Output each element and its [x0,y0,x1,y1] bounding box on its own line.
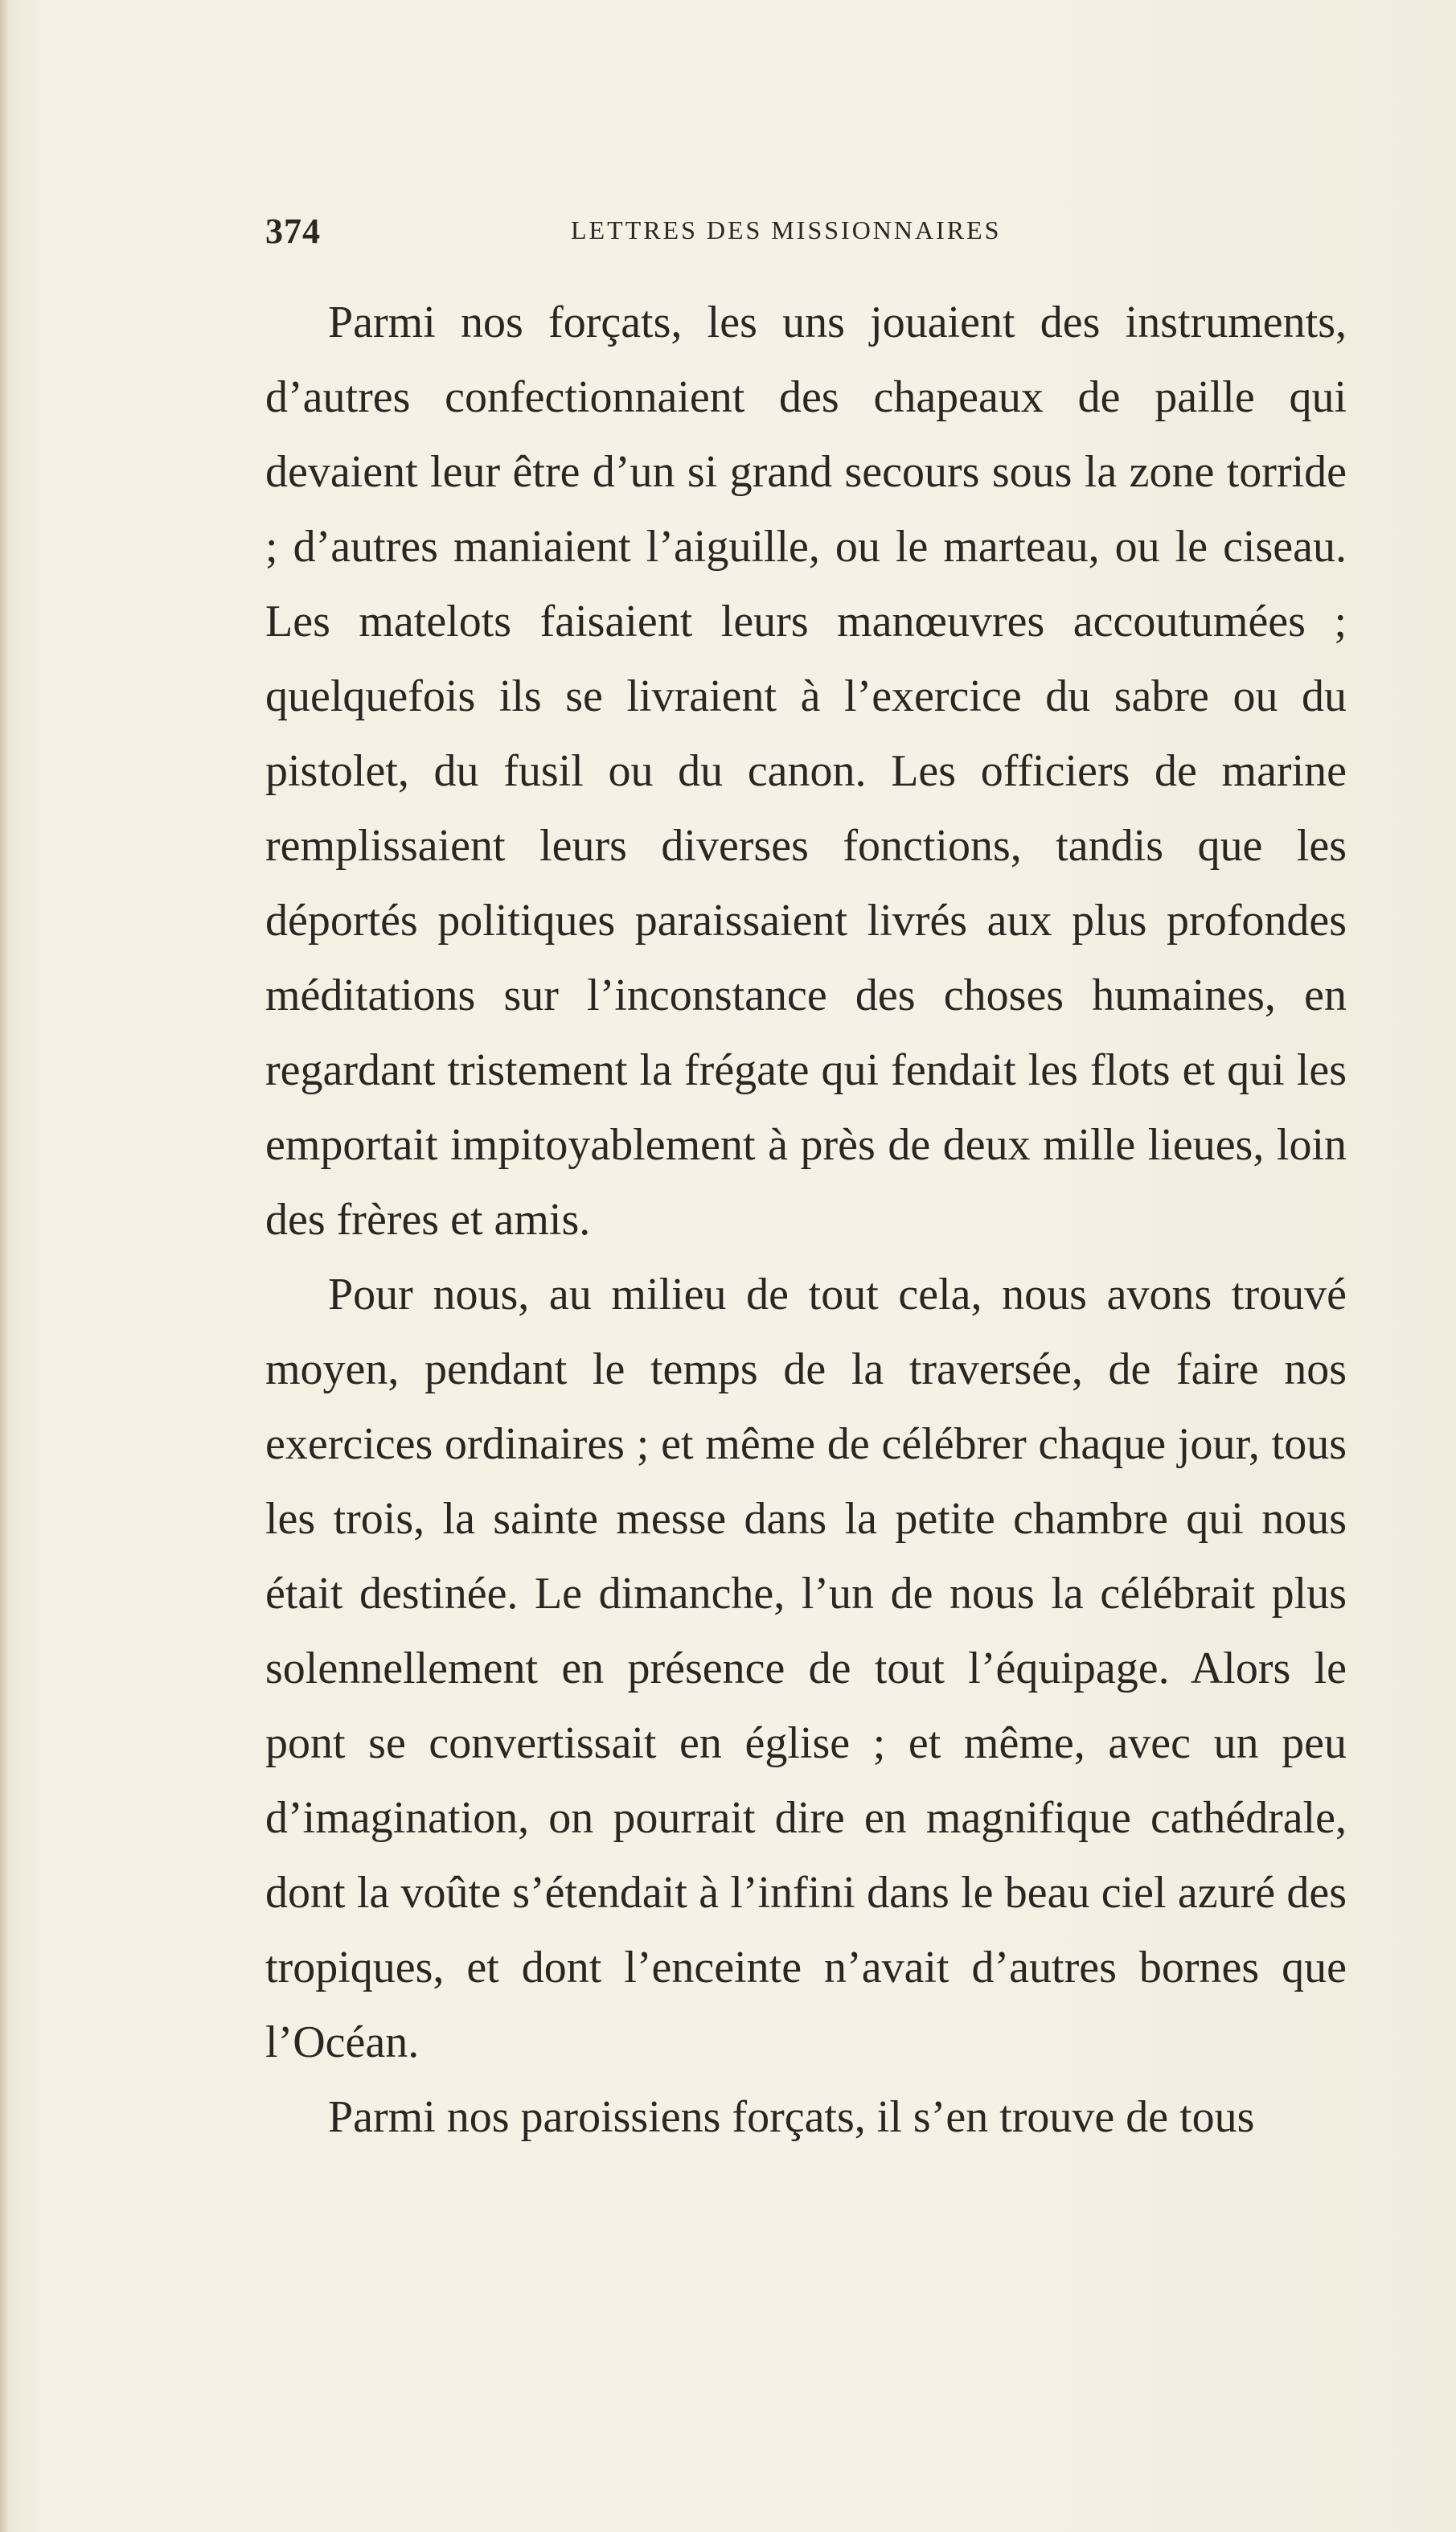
running-head: LETTRES DES MISSIONNAIRES [571,215,1002,244]
page-binding-edge [0,0,8,2532]
paragraph: Pour nous, au milieu de tout cela, nous avons trouvé moyen, pendant le temps de la traversée, de faire nos exercices ordinaires ; et même de célébrer chaque jour, tous les trois, la sainte messe dans la petite chambre qui nous était destinée. Le dimanche, l’un de nous la célébrait plus solennellement en présence de tout l’équipage. Alors le pont se convertissait en église ; et même, avec un peu d’imagination, on pourrait dire en magnifique cathédrale, dont la voûte s’étendait à l’infini dans le beau ciel azuré des tropiques, et dont l’enceinte n’avait d’autres bornes que l’Océan. [265,1270,1347,2067]
paragraph: Parmi nos forçats, les uns jouaient des instruments, d’autres confectionnaient des chapeaux de paille qui devaient leur être d’un si grand secours sous la zone torride ; d’autres maniaient l’aiguille, ou le marteau, ou le ciseau. Les matelots faisaient leurs manœuvres accoutumées ; quelquefois ils se livraient à l’exercice du sabre ou du pistolet, du fusil ou du canon. Les officiers de marine remplissaient leurs diverses fonctions, tandis que les déportés politiques paraissaient livrés aux plus profondes méditations sur l’inconstance des choses humaines, en regardant tristement la frégate qui fendait les flots et qui les emportait impitoyablement à près de deux mille lieues, loin des frères et amis. [265,298,1347,1245]
body-text [265,285,1347,2155]
page-number: 374 [265,211,321,251]
page-header [265,211,1343,259]
paragraph: Parmi nos paroissiens forçats, il s’en trouve de tous [328,2092,1255,2142]
